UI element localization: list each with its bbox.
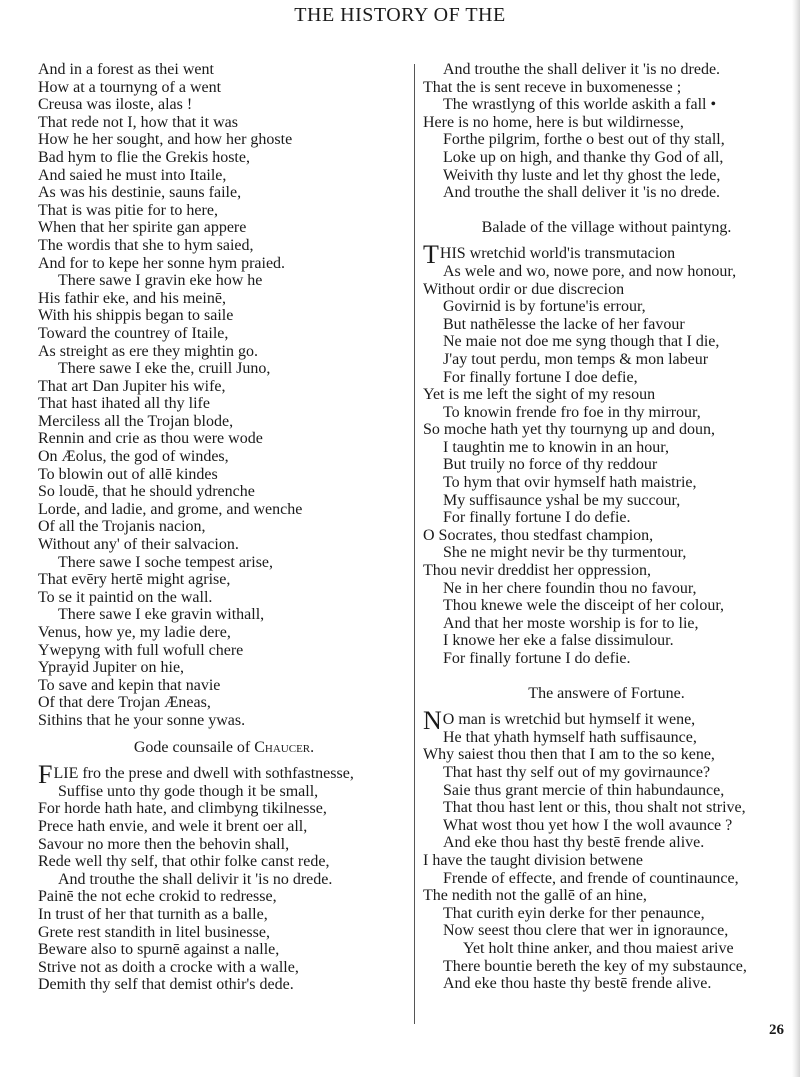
verse-line: I taughtin me to knowin in an hour, <box>443 438 669 456</box>
verse-line: Weivith thy luste and let thy ghost the lede, <box>443 166 721 184</box>
verse-line: In trust of her that turnith as a balle, <box>38 905 268 923</box>
verse-line: For finally fortune I do defie. <box>443 509 631 527</box>
verse-line: Bad hym to flie the Grekis hoste, <box>38 148 250 166</box>
verse-line: Without ordir or due discrecion <box>423 280 625 298</box>
verse-line: And trouthe the shall delivir it 'is no drede. <box>58 870 333 888</box>
poem-title-gode-counsaile <box>38 739 410 757</box>
drop-cap: T <box>423 239 439 269</box>
verse-text: O man is wretchid but hymself it wene, <box>442 711 696 729</box>
verse-line: J'ay tout perdu, mon temps & mon labeur <box>443 350 709 368</box>
verse-line: There bountie bereth the key of my substaunce, <box>443 957 747 975</box>
verse-line: Loke up on high, and thanke thy God of all, <box>443 148 724 166</box>
verse-line: O Socrates, thou stedfast champion, <box>423 526 654 544</box>
answere-poem <box>423 705 790 993</box>
verse-line: As wele and wo, nowe pore, and now honour, <box>443 262 737 280</box>
verse-line: To blowin out of allē kindes <box>38 465 218 483</box>
verse-line: She ne might nevir be thy turmentour, <box>443 544 687 562</box>
verse-line: And trouthe the shall deliver it 'is no drede. <box>443 61 721 78</box>
verse-line: Govirnid is by fortune'is errour, <box>443 298 646 316</box>
right-column <box>423 61 790 993</box>
verse-line: How he her sought, and how her ghoste <box>38 131 293 149</box>
poem-title-balade: Balade of the village without paintyng. <box>481 218 732 236</box>
verse-line <box>38 759 410 789</box>
verse-line: But truily no force of thy reddour <box>443 456 658 474</box>
verse-text: LIE fro the prese and dwell with sothfastnesse, <box>53 765 354 783</box>
poem-author: Chaucer. <box>254 738 315 756</box>
verse-line: There sawe I soche tempest arise, <box>58 553 274 571</box>
verse-line: That the is sent receve in buxomenesse ; <box>423 78 682 96</box>
verse-line: Savour no more then the behovin shall, <box>38 835 290 853</box>
page-number: 26 <box>769 1022 784 1038</box>
verse-line: Ne maie not doe me syng though that I die, <box>443 333 720 351</box>
verse-line: Forthe pilgrim, forthe o best out of thy stall, <box>443 131 725 149</box>
verse-line: That art Dan Jupiter his wife, <box>38 377 226 395</box>
drop-cap: F <box>38 759 53 789</box>
gode-counsaile-continued <box>423 61 790 202</box>
verse-line: And for to kepe her sonne hym praied. <box>38 254 286 272</box>
verse-line: How at a tournyng of a went <box>38 78 222 96</box>
verse-line: The wordis that she to hym saied, <box>38 236 254 254</box>
verse-line: Ywepyng with full wofull chere <box>38 641 244 659</box>
verse-line: For finally fortune I doe defie, <box>443 368 638 386</box>
verse-line: And saied he must into Itaile, <box>38 166 227 184</box>
page-edge-shadow <box>792 0 800 1077</box>
verse-line: Toward the countrey of Itaile, <box>38 324 229 342</box>
verse-line <box>423 239 790 269</box>
verse-line: That is was pitie for to here, <box>38 201 218 219</box>
verse-line: Merciless all the Trojan blode, <box>38 412 234 430</box>
drop-cap: N <box>423 705 442 735</box>
verse-line: So loudē, that he should ydrenche <box>38 483 255 501</box>
verse-line: For finally fortune I do defie. <box>443 650 631 667</box>
verse-line: Venus, how ye, my ladie dere, <box>38 624 231 641</box>
verse-line: Thou nevir dreddist her oppression, <box>423 562 651 580</box>
verse-line: When that her spirite gan appere <box>38 219 247 237</box>
verse-line: To knowin frende fro foe in thy mirrour, <box>443 403 701 421</box>
verse-line: I knowe her eke a false dissimulour. <box>443 632 674 650</box>
verse-line: Ne in her chere foundin thou no favour, <box>443 579 697 597</box>
verse-line: There sawe I eke the, cruill Juno, <box>58 360 271 378</box>
poem-title-text: Gode counsaile of <box>133 738 255 756</box>
verse-line: Prece hath envie, and wele it brent oer all, <box>38 817 308 835</box>
verse-line: Lorde, and ladie, and grome, and wenche <box>38 500 303 518</box>
verse-line: Here is no home, here is but wildirnesse, <box>423 113 684 131</box>
verse-line: To se it paintid on the wall. <box>38 588 213 606</box>
verse-line: Demith thy self that demist othir's dede. <box>38 976 294 994</box>
verse-line: And in a forest as thei went <box>38 61 214 78</box>
verse-line: Thou knewe wele the disceipt of her colour, <box>443 597 725 615</box>
verse-line: That curith eyin derke for ther penaunce, <box>443 904 705 922</box>
verse-line: Without any' of their salvacion. <box>38 536 239 554</box>
verse-line: Suffise unto thy gode though it be small, <box>58 782 319 800</box>
verse-line: Beware also to spurnē against a nalle, <box>38 941 280 959</box>
verse-line: Painē the not eche crokid to redresse, <box>38 888 277 906</box>
verse-line: The nedith not the gallē of an hine, <box>423 887 647 905</box>
verse-line: And eke thou hast thy bestē frende alive. <box>443 834 705 852</box>
verse-line: As streight as ere they mightin go. <box>38 342 258 360</box>
verse-line: The wrastlyng of this worlde askith a fall • <box>443 96 717 114</box>
verse-line: Of that dere Trojan Æneas, <box>38 694 211 712</box>
verse-line: Yprayid Jupiter on hie, <box>38 659 185 677</box>
verse-line: As was his destinie, sauns faile, <box>38 184 242 202</box>
verse-line: Frende of effecte, and frende of countinaunce, <box>443 869 739 887</box>
verse-line <box>423 705 790 735</box>
verse-line: That thou hast lent or this, thou shalt not strive, <box>443 799 746 817</box>
verse-line: And trouthe the shall deliver it 'is no drede. <box>443 184 721 202</box>
verse-line: Creusa was iloste, alas ! <box>38 96 193 114</box>
verse-line: He that yhath hymself hath suffisaunce, <box>443 728 697 746</box>
gode-counsaile-poem <box>38 759 410 994</box>
left-column <box>38 61 410 994</box>
verse-line: Saie thus grant mercie of thin habundaunce, <box>443 781 725 799</box>
verse-line: Now seest thou clere that wer in ignoraunce, <box>443 922 729 940</box>
verse-line: But nathēlesse the lacke of her favour <box>443 315 685 333</box>
verse-line: For horde hath hate, and climbyng tikilnesse, <box>38 800 327 818</box>
verse-line: Rennin and crie as thou were wode <box>38 430 263 448</box>
verse-line: That hast ihated all thy life <box>38 395 210 413</box>
verse-line: His fathir eke, and his meinē, <box>38 289 226 307</box>
running-header: THE HISTORY OF THE <box>294 4 506 26</box>
verse-line: On Æolus, the god of windes, <box>38 448 229 466</box>
verse-line: And eke thou haste thy bestē frende alive. <box>443 975 712 993</box>
balade-poem <box>423 239 790 667</box>
verse-line: There sawe I eke gravin withall, <box>58 606 265 624</box>
poem-title-answere: The answere of Fortune. <box>528 684 685 702</box>
verse-line: Yet holt thine anker, and thou maiest arive <box>463 939 734 957</box>
verse-line: What wost thou yet how I the woll avaunce ? <box>443 816 733 834</box>
verse-line: Yet is me left the sight of my resoun <box>423 386 656 404</box>
verse-line: Of all the Trojanis nacion, <box>38 518 206 536</box>
verse-line: And that her moste worship is for to lie, <box>443 614 699 632</box>
verse-line: To hym that ovir hymself hath maistrie, <box>443 474 697 492</box>
verse-line: Rede well thy self, that othir folke canst rede, <box>38 853 330 871</box>
verse-line: I have the taught division betwene <box>423 851 643 869</box>
verse-line: My suffisaunce yshal be my succour, <box>443 491 681 509</box>
verse-line: Why saiest thou then that I am to the so kene, <box>423 746 715 764</box>
verse-line: To save and kepin that navie <box>38 676 221 694</box>
verse-text: HIS wretchid world'is transmutacion <box>439 245 676 263</box>
verse-line: There sawe I gravin eke how he <box>58 272 263 290</box>
verse-line: With his shippis began to saile <box>38 307 234 325</box>
chaucer-aeneid-passage <box>38 61 410 730</box>
verse-line: Grete rest standith in litel businesse, <box>38 923 270 941</box>
column-divider <box>414 64 415 1024</box>
verse-line: Strive not as doith a crocke with a walle, <box>38 958 299 976</box>
verse-line: Sithins that he your sonne ywas. <box>38 711 246 729</box>
verse-line: That evēry hertē might agrise, <box>38 571 231 589</box>
verse-line: So moche hath yet thy tournyng up and doun, <box>423 421 715 439</box>
verse-line: That rede not I, how that it was <box>38 113 238 131</box>
verse-line: That hast thy self out of my govirnaunce? <box>443 763 711 781</box>
